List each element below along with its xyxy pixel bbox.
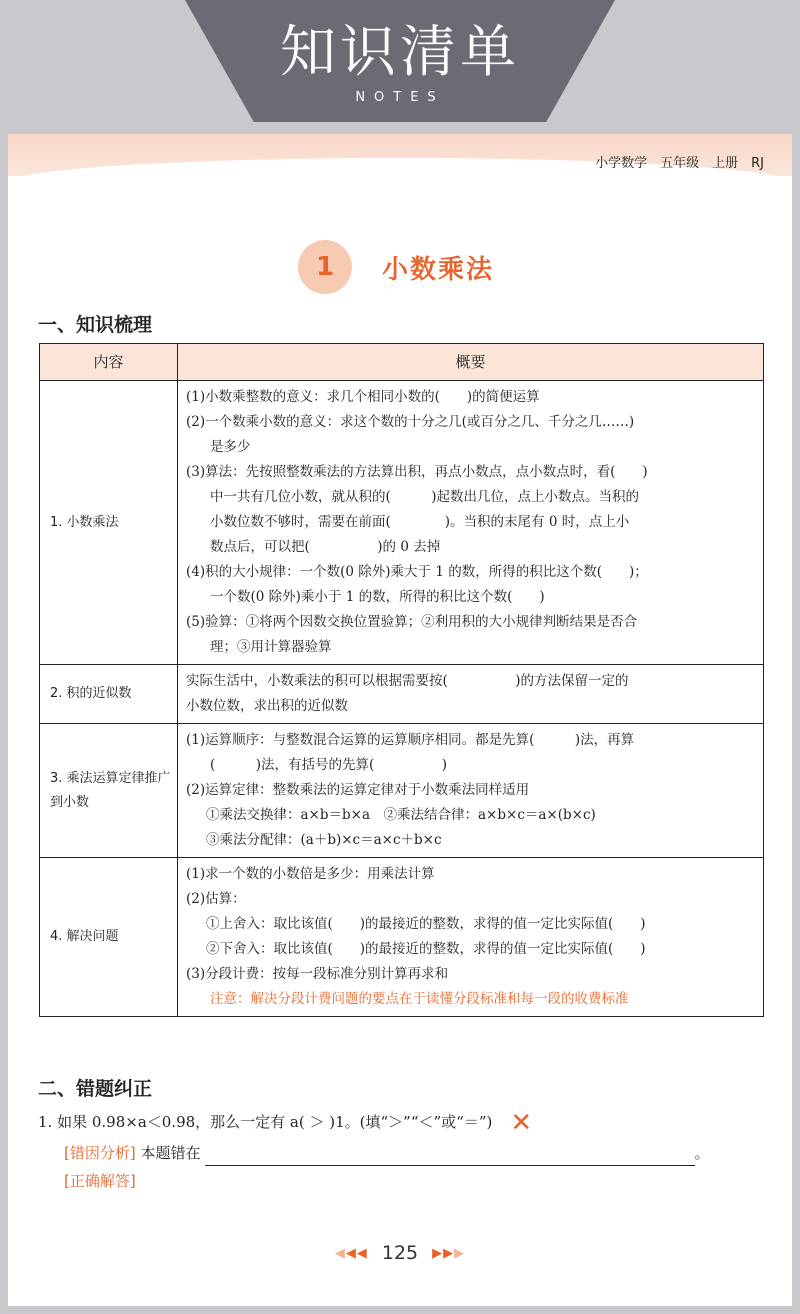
analysis-line	[64, 1140, 710, 1166]
summary-line: (1)运算顺序：与整数混合运算的运算顺序相同。都是先算( )法，再算	[186, 732, 635, 748]
summary-line: ( )法，有括号的先算( )	[210, 757, 448, 773]
summary-line: (1)求一个数的小数倍是多少：用乘法计算	[186, 866, 435, 882]
summary-line: ①上舍入：取比该值( )的最接近的整数，求得的值一定比实际值( )	[206, 916, 646, 932]
section-heading-knowledge: 一、知识梳理	[38, 314, 153, 336]
right-arrows-icon: ▶▶▶	[432, 1246, 466, 1261]
analysis-tag: [错因分析]	[64, 1144, 136, 1162]
lesson-title-text: 小数乘法	[382, 254, 495, 285]
page-number: 125	[381, 1242, 419, 1264]
analysis-text: 本题错在	[140, 1144, 201, 1162]
page	[8, 134, 792, 1306]
summary-line: (2)运算定律：整数乘法的运算定律对于小数乘法同样适用	[186, 782, 530, 798]
row-summary	[178, 665, 764, 724]
summary-line: ②下舍入：取比该值( )的最接近的整数，求得的值一定比实际值( )	[206, 941, 646, 957]
summary-line: 中一共有几位小数，就从积的( )起数出几位，点上小数点。当积的	[210, 489, 640, 505]
column-header-summary: 概要	[178, 344, 764, 381]
summary-line: 小数位数，求出积的近似数	[186, 698, 348, 714]
table-row	[40, 724, 764, 858]
analysis-end: 。	[694, 1144, 710, 1162]
summary-line: (3)分段计费：按每一段标准分别计算再求和	[186, 966, 449, 982]
row-topic: 3. 乘法运算定律推广到小数	[40, 724, 178, 858]
table-row	[40, 665, 764, 724]
question-line	[38, 1109, 532, 1136]
summary-line: (1)小数乘整数的意义：求几个相同小数的( )的简便运算	[186, 389, 540, 405]
table-row	[40, 858, 764, 1017]
lesson-title	[298, 240, 494, 294]
row-topic: 2. 积的近似数	[40, 665, 178, 724]
section-heading-corrections: 二、错题纠正	[38, 1078, 153, 1100]
question-text: 1. 如果 0.98×a＜0.98，那么一定有 a( ＞ )1。(填“＞”“＜”或“＝”)	[38, 1113, 493, 1131]
wrong-mark-icon: ✕	[510, 1108, 533, 1138]
row-summary	[178, 381, 764, 665]
attention-note: 注意：解决分段计费问题的要点在于读懂分段标准和每一段的收费标准	[210, 991, 629, 1007]
summary-line: 理；③用计算器验算	[210, 639, 332, 655]
left-arrows-icon: ◀◀◀	[334, 1246, 368, 1261]
summary-line: 是多少	[210, 439, 251, 455]
summary-line: ③乘法分配律：(a＋b)×c＝a×c＋b×c	[206, 832, 442, 848]
book-info: 小学数学 五年级 上册 RJ	[595, 156, 764, 171]
banner-subtitle: NOTES	[355, 90, 445, 105]
table-row	[40, 381, 764, 665]
summary-line: (4)积的大小规律：一个数(0 除外)乘大于 1 的数，所得的积比这个数( )；	[186, 564, 648, 580]
summary-line: 一个数(0 除外)乘小于 1 的数，所得的积比这个数( )	[210, 589, 545, 605]
summary-line: 小数位数不够时，需要在前面( )。当积的末尾有 0 时，点上小	[210, 514, 630, 530]
column-header-content: 内容	[40, 344, 178, 381]
summary-line: (5)验算：①将两个因数交换位置验算；②利用积的大小规律判断结果是否合	[186, 614, 638, 630]
page-footer	[8, 1242, 792, 1264]
table-header-row	[40, 344, 764, 381]
lesson-number-badge: 1	[298, 240, 352, 294]
answer-tag: [正确解答]	[64, 1172, 136, 1190]
knowledge-table	[39, 343, 764, 1017]
row-summary	[178, 858, 764, 1017]
answer-line	[64, 1168, 136, 1194]
banner-title: 知识清单	[280, 20, 520, 85]
summary-line: (2)一个数乘小数的意义：求这个数的十分之几(或百分之几、千分之几……)	[186, 414, 635, 430]
row-topic: 4. 解决问题	[40, 858, 178, 1017]
row-summary	[178, 724, 764, 858]
row-topic: 1. 小数乘法	[40, 381, 178, 665]
analysis-answer-blank[interactable]	[205, 1147, 695, 1166]
summary-line: 实际生活中，小数乘法的积可以根据需要按( )的方法保留一定的	[186, 673, 629, 689]
summary-line: (3)算法：先按照整数乘法的方法算出积，再点小数点，点小数点时，看( )	[186, 464, 648, 480]
summary-line: 数点后，可以把( )的 0 去掉	[210, 539, 441, 555]
summary-line: ①乘法交换律：a×b＝b×a ②乘法结合律：a×b×c＝a×(b×c)	[206, 807, 596, 823]
summary-line: (2)估算：	[186, 891, 246, 907]
